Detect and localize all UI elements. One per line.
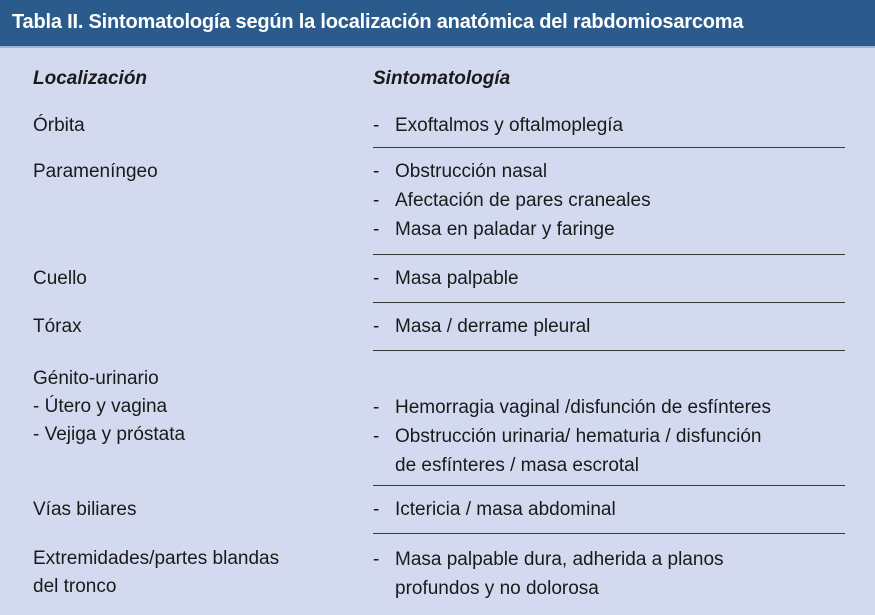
dash-marker: - xyxy=(373,161,380,182)
row-symptoms xyxy=(373,312,590,341)
table-title-bar xyxy=(0,0,875,48)
dash-marker: - xyxy=(373,219,380,240)
row-divider xyxy=(373,254,845,255)
symptom-continuation: profundos y no dolorosa xyxy=(395,578,599,599)
symptom-item xyxy=(373,495,616,524)
symptom-text: Hemorragia vaginal /disfunción de esfínteres xyxy=(395,397,771,418)
symptom-text: Exoftalmos y oftalmoplegía xyxy=(395,115,624,136)
dash-marker: - xyxy=(373,190,380,211)
symptom-item xyxy=(373,186,651,215)
location-subitem: - Vejiga y próstata xyxy=(33,424,186,445)
symptom-item xyxy=(373,545,724,574)
dash-marker: - xyxy=(373,426,380,447)
row-divider xyxy=(373,350,845,351)
row-location xyxy=(33,496,137,524)
symptom-item xyxy=(373,422,771,451)
symptom-text: Obstrucción nasal xyxy=(395,161,548,182)
row-location xyxy=(33,158,158,186)
dash-marker: - xyxy=(373,115,380,136)
row-divider xyxy=(373,147,845,148)
location-text: Órbita xyxy=(33,115,85,136)
table-title: Tabla II. Sintomatología según la localización anatómica del rabdomiosarcoma xyxy=(12,11,744,33)
symptom-item xyxy=(373,393,771,422)
symptom-item xyxy=(373,157,651,186)
symptom-text: Afectación de pares craneales xyxy=(395,190,651,211)
location-text: Parameníngeo xyxy=(33,161,158,182)
row-symptoms xyxy=(373,111,623,140)
dash-marker: - xyxy=(373,499,380,520)
location-text-continued: del tronco xyxy=(33,576,117,597)
row-location xyxy=(33,365,185,449)
symptom-item xyxy=(373,111,623,140)
symptom-item xyxy=(373,215,651,244)
row-symptoms xyxy=(373,264,519,293)
symptom-text: Obstrucción urinaria/ hematuria / disfunción xyxy=(395,426,762,447)
row-symptoms xyxy=(373,393,771,480)
header-location: Localización xyxy=(33,68,148,89)
dash-marker: - xyxy=(373,397,380,418)
location-text: Vías biliares xyxy=(33,499,137,520)
symptom-text: Masa / derrame pleural xyxy=(395,316,591,337)
symptom-text: Masa en paladar y faringe xyxy=(395,219,615,240)
header-symptoms: Sintomatología xyxy=(373,68,511,89)
dash-marker: - xyxy=(373,316,380,337)
location-text: Génito-urinario xyxy=(33,368,159,389)
row-symptoms xyxy=(373,157,651,244)
dash-marker: - xyxy=(373,549,380,570)
row-location xyxy=(33,313,82,341)
row-divider xyxy=(373,533,845,534)
symptom-text: Masa palpable dura, adherida a planos xyxy=(395,549,724,570)
location-text: Cuello xyxy=(33,268,87,289)
location-subitem: - Útero y vagina xyxy=(33,396,168,417)
row-location xyxy=(33,545,279,601)
row-divider xyxy=(373,302,845,303)
row-divider xyxy=(373,485,845,486)
symptom-item xyxy=(373,264,519,293)
row-symptoms xyxy=(373,545,724,603)
symptom-continuation: de esfínteres / masa escrotal xyxy=(395,455,639,476)
dash-marker: - xyxy=(373,268,380,289)
symptom-text: Ictericia / masa abdominal xyxy=(395,499,616,520)
location-text: Tórax xyxy=(33,316,82,337)
symptom-text: Masa palpable xyxy=(395,268,519,289)
row-location xyxy=(33,265,87,293)
row-symptoms xyxy=(373,495,616,524)
row-location xyxy=(33,112,85,140)
location-text: Extremidades/partes blandas xyxy=(33,548,280,569)
symptom-item xyxy=(373,312,590,341)
